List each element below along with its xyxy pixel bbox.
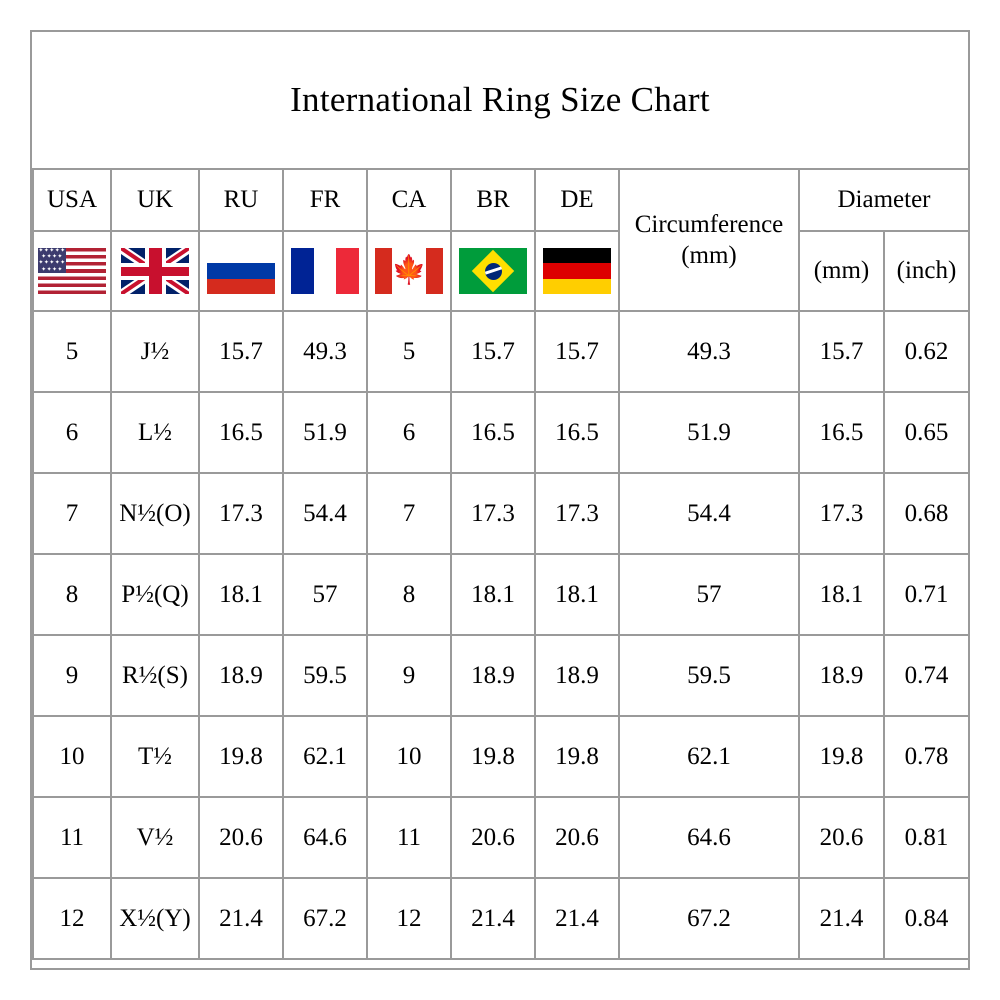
table-row — [33, 311, 969, 392]
cell-br: 16.5 — [451, 392, 535, 473]
cell-usa: 5 — [33, 311, 111, 392]
flag-canada-icon: 🍁 — [375, 248, 443, 294]
cell-diameter-mm: 20.6 — [799, 797, 884, 878]
cell-ru: 20.6 — [199, 797, 283, 878]
cell-diameter-inch: 0.65 — [884, 392, 969, 473]
cell-fr: 62.1 — [283, 716, 367, 797]
flag-france-icon — [291, 248, 359, 294]
cell-de: 16.5 — [535, 392, 619, 473]
cell-circumference-mm: 54.4 — [619, 473, 799, 554]
cell-usa: 12 — [33, 878, 111, 959]
flag-cell-ca — [367, 231, 451, 311]
cell-de: 20.6 — [535, 797, 619, 878]
table-row — [33, 797, 969, 878]
flag-cell-de — [535, 231, 619, 311]
cell-uk: V½ — [111, 797, 199, 878]
cell-de: 17.3 — [535, 473, 619, 554]
cell-uk: X½(Y) — [111, 878, 199, 959]
column-header-diameter-inch: (inch) — [884, 231, 969, 311]
cell-circumference-mm: 57 — [619, 554, 799, 635]
column-header-ru: RU — [199, 169, 283, 231]
cell-ru: 18.9 — [199, 635, 283, 716]
cell-fr: 54.4 — [283, 473, 367, 554]
cell-uk: R½(S) — [111, 635, 199, 716]
cell-fr: 49.3 — [283, 311, 367, 392]
flag-cell-ru — [199, 231, 283, 311]
cell-br: 21.4 — [451, 878, 535, 959]
cell-circumference-mm: 67.2 — [619, 878, 799, 959]
cell-de: 19.8 — [535, 716, 619, 797]
cell-de: 18.1 — [535, 554, 619, 635]
cell-uk: P½(Q) — [111, 554, 199, 635]
flag-cell-br — [451, 231, 535, 311]
chart-frame — [30, 30, 970, 970]
cell-uk: J½ — [111, 311, 199, 392]
cell-usa: 6 — [33, 392, 111, 473]
cell-fr: 64.6 — [283, 797, 367, 878]
cell-ru: 21.4 — [199, 878, 283, 959]
cell-diameter-inch: 0.62 — [884, 311, 969, 392]
cell-ca: 7 — [367, 473, 451, 554]
cell-diameter-inch: 0.81 — [884, 797, 969, 878]
column-header-circumference — [619, 169, 799, 311]
cell-usa: 9 — [33, 635, 111, 716]
page-title: International Ring Size Chart — [290, 80, 710, 119]
cell-br: 20.6 — [451, 797, 535, 878]
circumference-label-line2: (mm) — [681, 242, 737, 269]
cell-diameter-mm: 15.7 — [799, 311, 884, 392]
cell-diameter-mm: 18.9 — [799, 635, 884, 716]
cell-circumference-mm: 59.5 — [619, 635, 799, 716]
cell-diameter-inch: 0.84 — [884, 878, 969, 959]
flag-brazil-icon — [459, 248, 527, 294]
cell-usa: 11 — [33, 797, 111, 878]
flag-russia-icon — [207, 248, 275, 294]
column-header-diameter: Diameter — [799, 169, 969, 231]
cell-usa: 8 — [33, 554, 111, 635]
cell-diameter-inch: 0.68 — [884, 473, 969, 554]
column-header-uk: UK — [111, 169, 199, 231]
table-header-flags-row — [33, 231, 969, 311]
cell-diameter-mm: 18.1 — [799, 554, 884, 635]
flag-cell-uk — [111, 231, 199, 311]
table-row — [33, 878, 969, 959]
circumference-label-line1: Circumference — [634, 211, 784, 238]
column-header-diameter-mm: (mm) — [799, 231, 884, 311]
flag-germany-icon — [543, 248, 611, 294]
cell-ru: 15.7 — [199, 311, 283, 392]
cell-diameter-mm: 21.4 — [799, 878, 884, 959]
table-row — [33, 554, 969, 635]
flag-cell-usa — [33, 231, 111, 311]
flag-cell-fr — [283, 231, 367, 311]
cell-br: 17.3 — [451, 473, 535, 554]
column-header-fr: FR — [283, 169, 367, 231]
cell-uk: N½(O) — [111, 473, 199, 554]
table-row — [33, 473, 969, 554]
cell-ru: 17.3 — [199, 473, 283, 554]
cell-ca: 9 — [367, 635, 451, 716]
cell-br: 18.1 — [451, 554, 535, 635]
cell-uk: T½ — [111, 716, 199, 797]
cell-ca: 6 — [367, 392, 451, 473]
cell-circumference-mm: 51.9 — [619, 392, 799, 473]
column-header-br: BR — [451, 169, 535, 231]
cell-ca: 12 — [367, 878, 451, 959]
cell-usa: 7 — [33, 473, 111, 554]
flag-uk-icon — [121, 248, 189, 294]
ring-size-table — [32, 168, 970, 960]
cell-ca: 5 — [367, 311, 451, 392]
cell-diameter-inch: 0.78 — [884, 716, 969, 797]
cell-usa: 10 — [33, 716, 111, 797]
cell-br: 19.8 — [451, 716, 535, 797]
cell-ca: 11 — [367, 797, 451, 878]
cell-ca: 8 — [367, 554, 451, 635]
cell-circumference-mm: 62.1 — [619, 716, 799, 797]
cell-ru: 16.5 — [199, 392, 283, 473]
table-row — [33, 716, 969, 797]
column-header-de: DE — [535, 169, 619, 231]
column-header-usa: USA — [33, 169, 111, 231]
cell-ru: 19.8 — [199, 716, 283, 797]
cell-fr: 67.2 — [283, 878, 367, 959]
table-row — [33, 392, 969, 473]
cell-br: 15.7 — [451, 311, 535, 392]
cell-diameter-mm: 19.8 — [799, 716, 884, 797]
cell-diameter-mm: 16.5 — [799, 392, 884, 473]
column-header-ca: CA — [367, 169, 451, 231]
cell-fr: 57 — [283, 554, 367, 635]
cell-circumference-mm: 49.3 — [619, 311, 799, 392]
cell-ca: 10 — [367, 716, 451, 797]
table-row — [33, 635, 969, 716]
cell-fr: 51.9 — [283, 392, 367, 473]
table-header-names-row — [33, 169, 969, 231]
cell-diameter-inch: 0.74 — [884, 635, 969, 716]
cell-ru: 18.1 — [199, 554, 283, 635]
table-body — [33, 311, 969, 959]
cell-de: 15.7 — [535, 311, 619, 392]
cell-diameter-inch: 0.71 — [884, 554, 969, 635]
cell-fr: 59.5 — [283, 635, 367, 716]
cell-de: 21.4 — [535, 878, 619, 959]
cell-circumference-mm: 64.6 — [619, 797, 799, 878]
cell-uk: L½ — [111, 392, 199, 473]
cell-br: 18.9 — [451, 635, 535, 716]
cell-diameter-mm: 17.3 — [799, 473, 884, 554]
cell-de: 18.9 — [535, 635, 619, 716]
flag-usa-icon: ✦✦✦✦✦ ✦✦✦✦ ✦✦✦✦✦ ✦✦✦✦ — [38, 248, 106, 294]
